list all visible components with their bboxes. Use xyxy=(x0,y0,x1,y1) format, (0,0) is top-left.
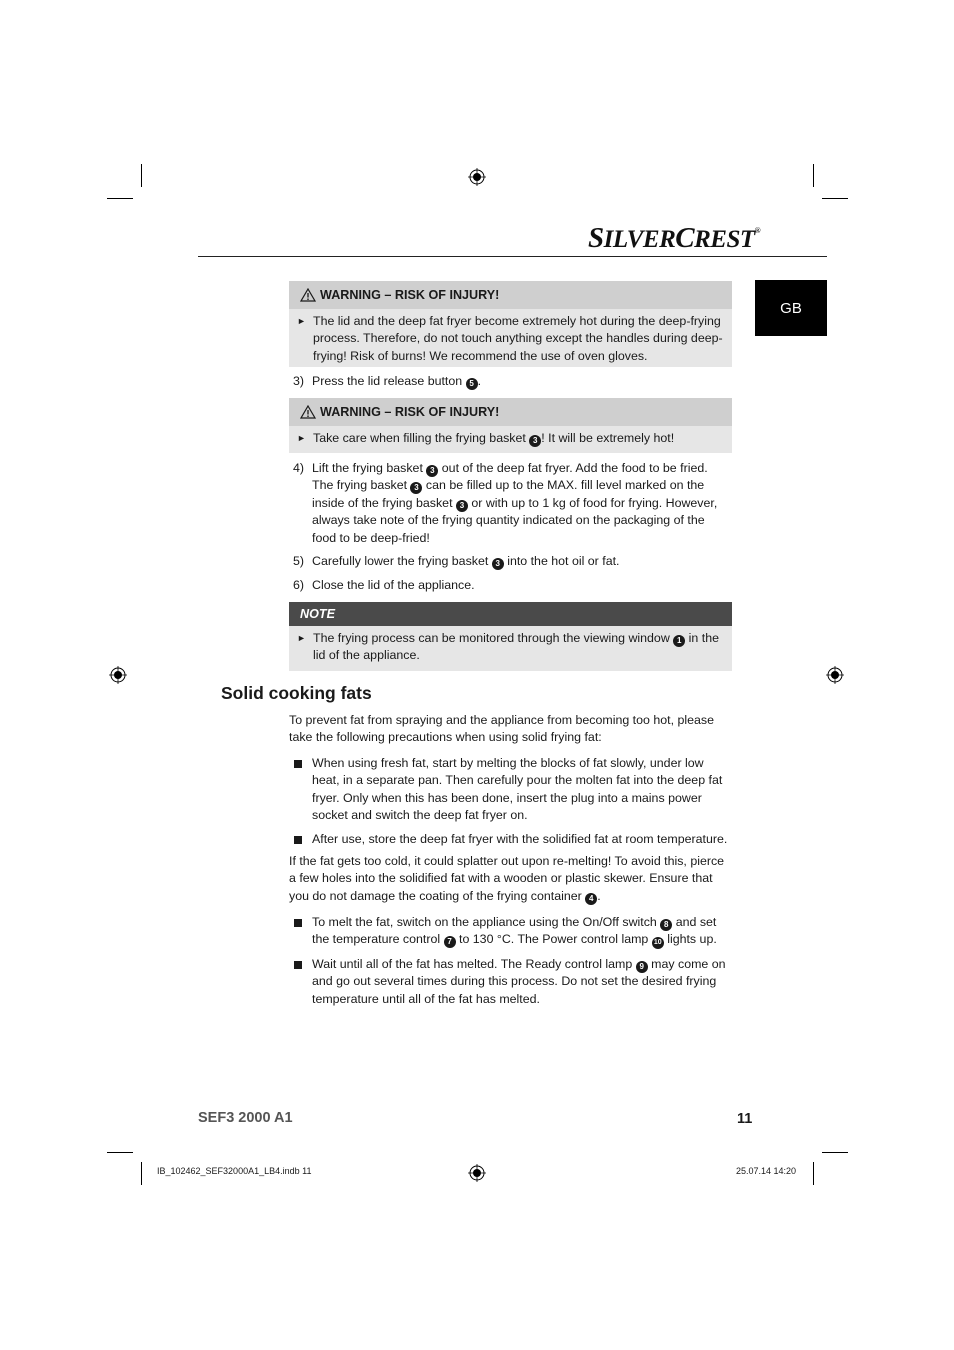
square-bullet-icon xyxy=(294,961,302,969)
crop-mark xyxy=(822,198,848,199)
note-box xyxy=(289,602,732,671)
warning-body: ► The lid and the deep fat fryer become extremely hot during the deep-frying process. Therefore, do not touch anything except the handles during deep-frying! Risk of burns! We recommend the use of oven gloves. xyxy=(297,314,723,363)
ref-number-icon: 3 xyxy=(410,482,422,494)
ref-number-icon: 3 xyxy=(426,465,438,477)
page-number: 11 xyxy=(737,1111,753,1127)
print-slug-left: IB_102462_SEF32000A1_LB4.indb 11 xyxy=(157,1166,312,1176)
ref-number-icon: 3 xyxy=(456,500,468,512)
step-3: 3) Press the lid release button 5 . xyxy=(293,374,482,388)
crop-mark xyxy=(813,164,814,187)
warning-box xyxy=(289,281,732,367)
arrow-bullet-icon: ► xyxy=(297,316,306,326)
language-tab: GB xyxy=(755,280,827,336)
bullet-item: To melt the fat, switch on the appliance using the On/Off switch 8 and set the temperature control 7 to 130 °C. The Power control lamp 10 lights up. xyxy=(289,914,731,949)
ref-number-icon: 8 xyxy=(660,919,672,931)
model-number: SEF3 2000 A1 xyxy=(198,1110,293,1126)
registration-mark-icon xyxy=(109,666,127,684)
square-bullet-icon xyxy=(294,760,302,768)
warning-header: WARNING – RISK OF INJURY! xyxy=(289,398,732,426)
ref-number-icon: 1 xyxy=(673,635,685,647)
square-bullet-icon xyxy=(294,836,302,844)
registration-mark-icon xyxy=(468,168,486,186)
section-heading: Solid cooking fats xyxy=(221,683,372,703)
crop-mark xyxy=(107,1152,133,1153)
arrow-bullet-icon: ► xyxy=(297,633,306,643)
paragraph: If the fat gets too cold, it could splatter out upon re-melting! To avoid this, pierce a few holes into the solidified fat with a wooden or plastic skewer. Ensure that you do not damage the coating of the frying container 4 . xyxy=(289,854,725,903)
registration-mark-icon xyxy=(826,666,844,684)
intro-paragraph: To prevent fat from spraying and the appliance from becoming too hot, please take the following precautions when using solid frying fat: xyxy=(289,713,714,745)
note-body: ► The frying process can be monitored through the viewing window 1 in the lid of the appliance. xyxy=(297,631,719,663)
brand-logo: SILVERCREST® xyxy=(588,222,761,254)
warning-triangle-icon xyxy=(300,405,316,419)
square-bullet-icon xyxy=(294,919,302,927)
note-header: NOTE xyxy=(289,602,732,626)
ref-number-icon: 7 xyxy=(444,936,456,948)
step-5: 5) Carefully lower the frying basket 3 into the hot oil or fat. xyxy=(293,554,620,568)
arrow-bullet-icon: ► xyxy=(297,433,306,443)
crop-mark xyxy=(141,164,142,187)
warning-triangle-icon xyxy=(300,288,316,302)
ref-number-icon: 3 xyxy=(529,435,541,447)
warning-box xyxy=(289,398,732,453)
ref-number-icon: 9 xyxy=(636,961,648,973)
step-4: 4) Lift the frying basket 3 out of the deep fat fryer. Add the food to be fried. The frying basket 3 can be filled up to the MAX. fill level marked on the inside of the frying basket 3 or with up to 1 kg of food for frying. However, always take note of the frying quantity indicated on the packaging of the food to be deep-fried! xyxy=(293,461,718,545)
warning-body: ► Take care when filling the frying basket 3 ! It will be extremely hot! xyxy=(289,426,732,451)
bullet-item: When using fresh fat, start by melting the blocks of fat slowly, under low heat, in a separate pan. Then carefully pour the molten fat into the deep fat fryer. Only when this has been done, insert the plug into a mains power socket and switch the deep fat fryer on. xyxy=(289,755,731,825)
crop-mark xyxy=(822,1152,848,1153)
ref-number-icon: 10 xyxy=(652,937,664,949)
print-slug-right: 25.07.14 14:20 xyxy=(736,1166,797,1176)
bullet-item: After use, store the deep fat fryer with the solidified fat at room temperature. xyxy=(289,831,731,848)
ref-number-icon: 5 xyxy=(466,378,478,390)
crop-mark xyxy=(813,1162,814,1185)
header-rule xyxy=(198,256,827,257)
step-6: 6) Close the lid of the appliance. xyxy=(293,578,475,592)
ref-number-icon: 3 xyxy=(492,558,504,570)
crop-mark xyxy=(107,198,133,199)
crop-mark xyxy=(141,1162,142,1185)
ref-number-icon: 4 xyxy=(585,893,597,905)
warning-header: WARNING – RISK OF INJURY! xyxy=(289,281,732,309)
bullet-item: Wait until all of the fat has melted. The Ready control lamp 9 may come on and go out several times during this process. Do not set the desired frying temperature until all of the fat has melted. xyxy=(289,956,731,1008)
registration-mark-icon xyxy=(468,1164,486,1182)
